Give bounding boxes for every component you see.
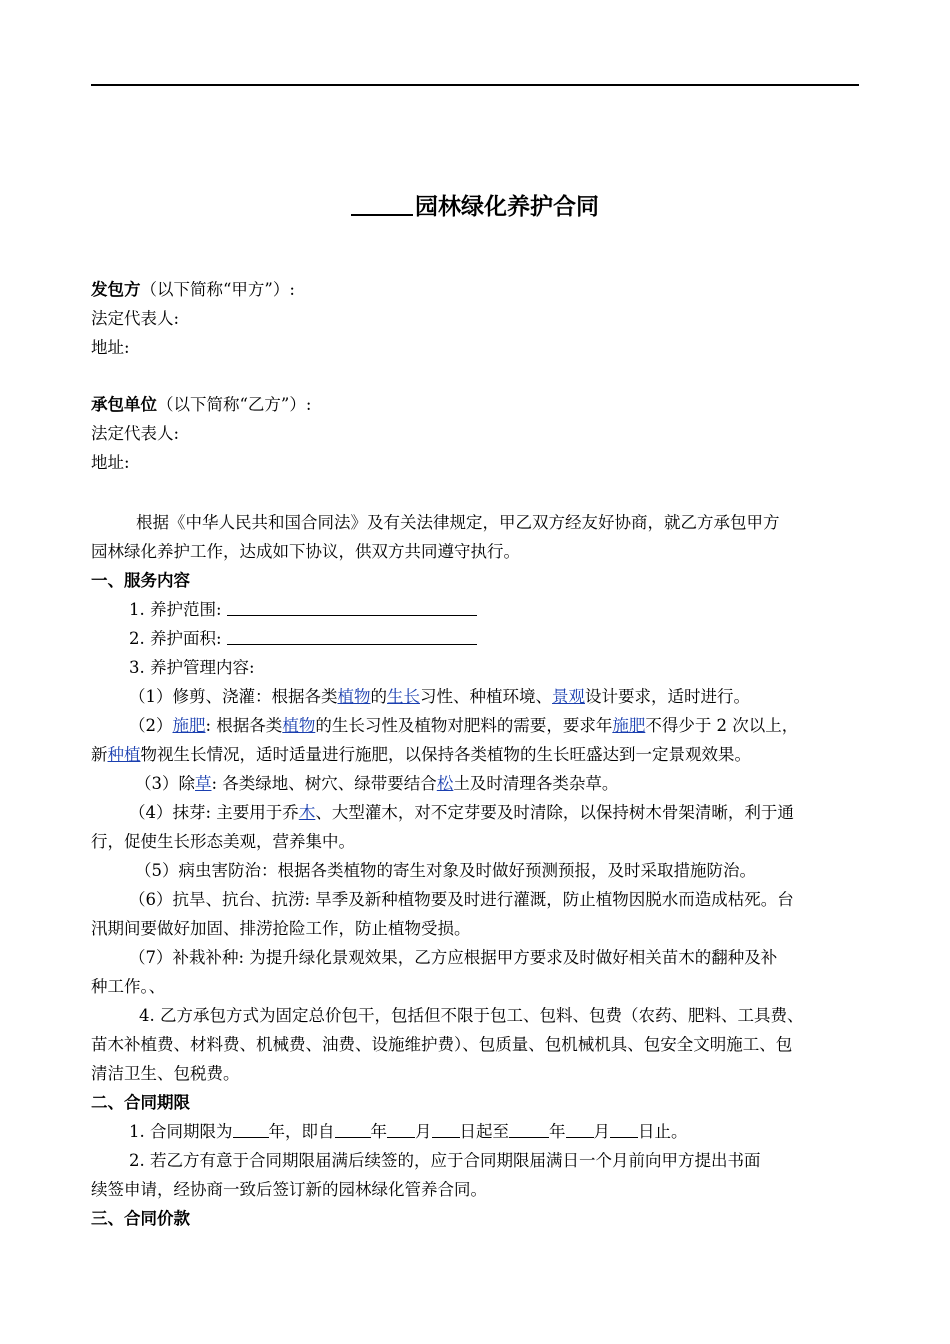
party-b-address: 地址: [91, 453, 130, 472]
text: 习性、种植环境、 [420, 687, 552, 706]
link-growth[interactable]: 生长 [387, 687, 420, 706]
para-fertilize [91, 711, 897, 740]
text: 土及时清理各类杂草。 [453, 774, 619, 793]
text: 日止。 [638, 1122, 688, 1141]
area-label: 2. 养护面积: [129, 629, 222, 648]
text: （2） [129, 716, 173, 735]
text: 、大型灌木，对不定芽要及时清除，以保持树木骨架清晰，利于通 [315, 803, 794, 822]
end-day-blank [610, 1121, 638, 1138]
text: 年，即自 [268, 1122, 335, 1141]
text: : 各类绿地、树穴、绿带要结合 [211, 774, 437, 793]
management-item: 3. 养护管理内容: [129, 658, 255, 677]
party-a-suffix: （以下简称“甲方”）: [140, 280, 295, 299]
scope-item [91, 595, 897, 624]
link-loosen[interactable]: 松 [436, 774, 454, 793]
para-budding [91, 798, 897, 827]
title-text: 园林绿化养护合同 [415, 194, 599, 220]
start-month-blank [387, 1121, 415, 1138]
para-replant: （7）补栽补种: 为提升绿化景观效果，乙方应根据甲方要求及时做好相关苗木的翻种及补 [129, 948, 778, 967]
para-lumpsum-cont-1: 苗木补植费、材料费、机械费、油费、设施维护费）、包质量、包机械机具、包安全文明施工、包 [91, 1035, 793, 1054]
text: 日起至 [459, 1122, 509, 1141]
text: 年 [370, 1122, 387, 1141]
years-blank [233, 1121, 269, 1138]
renewal-item: 2. 若乙方有意于合同期限届满后续签的，应于合同期限届满日一个月前向甲方提出书面 [129, 1151, 761, 1170]
text: 年 [549, 1122, 566, 1141]
title-blank [351, 192, 413, 216]
text: 物视生长情况，适时适量进行施肥，以保持各类植物的生长旺盛达到一定景观效果。 [140, 745, 751, 764]
text: 的 [370, 687, 387, 706]
para-weeding [91, 769, 903, 798]
para-budding-cont: 行，促使生长形态美观，营养集中。 [91, 832, 355, 851]
link-fertilize[interactable]: 施肥 [612, 716, 646, 735]
page-title [0, 190, 950, 224]
term-item [91, 1117, 897, 1146]
link-planting[interactable]: 种植 [107, 745, 141, 764]
party-a-address: 地址: [91, 338, 130, 357]
party-b-suffix: （以下简称“乙方”）: [157, 395, 312, 414]
text: : 根据各类 [205, 716, 283, 735]
section-3-heading: 三、合同价款 [91, 1209, 190, 1228]
para-lumpsum-cont-2: 清洁卫生、包税费。 [91, 1064, 240, 1083]
para-drought: （6）抗旱、抗台、抗涝: 旱季及新种植物要及时进行灌溉，防止植物因脱水而造成枯死。台 [129, 890, 794, 909]
scope-label: 1. 养护范围: [129, 600, 222, 619]
end-month-blank [566, 1121, 594, 1138]
text: 的生长习性及植物对肥料的需要，要求年 [315, 716, 613, 735]
link-plant[interactable]: 植物 [282, 716, 316, 735]
para-pest: （5）病虫害防治：根据各类植物的寄生对象及时做好预测预报，及时采取措施防治。 [135, 861, 756, 880]
section-1-heading: 一、服务内容 [91, 571, 190, 590]
para-pruning [91, 682, 897, 711]
text: 设计要求，适时进行。 [585, 687, 750, 706]
scope-blank [227, 599, 477, 616]
header-rule [91, 84, 859, 86]
party-a-line [91, 275, 859, 304]
party-b-line [91, 390, 859, 419]
link-grass[interactable]: 草 [195, 774, 212, 793]
preamble-line-2: 园林绿化养护工作，达成如下协议，供双方共同遵守执行。 [91, 542, 520, 561]
para-replant-cont: 种工作。、 [91, 977, 166, 996]
link-wood[interactable]: 木 [298, 803, 316, 822]
link-plant[interactable]: 植物 [337, 687, 371, 706]
renewal-item-cont: 续签申请，经协商一致后签订新的园林绿化管养合同。 [91, 1180, 487, 1199]
party-b-label: 承包单位 [91, 395, 157, 414]
para-lumpsum: 4. 乙方承包方式为固定总价包干，包括但不限于包工、包料、包费（农药、肥料、工具费、 [139, 1006, 804, 1025]
text: （4）抹芽: 主要用于乔 [129, 803, 299, 822]
end-year-blank [509, 1121, 549, 1138]
area-item [91, 624, 897, 653]
text: 月 [593, 1122, 610, 1141]
text: 月 [415, 1122, 432, 1141]
start-day-blank [432, 1121, 460, 1138]
link-landscape[interactable]: 景观 [552, 687, 585, 706]
text: （3）除 [135, 774, 195, 793]
text: 1. 合同期限为 [129, 1122, 233, 1141]
party-b-rep: 法定代表人: [91, 424, 180, 443]
para-drought-cont: 汛期间要做好加固、排涝抢险工作，防止植物受损。 [91, 919, 471, 938]
preamble-line-1: 根据《中华人民共和国合同法》及有关法律规定，甲乙双方经友好协商，就乙方承包甲方 [136, 513, 780, 532]
text: 新 [91, 745, 108, 764]
start-year-blank [335, 1121, 371, 1138]
text: （1）修剪、浇灌：根据各类 [129, 687, 338, 706]
link-fertilize[interactable]: 施肥 [172, 716, 206, 735]
party-a-label: 发包方 [91, 280, 141, 299]
area-blank [227, 628, 477, 645]
text: 不得少于 2 次以上， [645, 716, 799, 735]
section-2-heading: 二、合同期限 [91, 1093, 190, 1112]
para-fertilize-cont [91, 740, 859, 769]
party-a-rep: 法定代表人: [91, 309, 180, 328]
